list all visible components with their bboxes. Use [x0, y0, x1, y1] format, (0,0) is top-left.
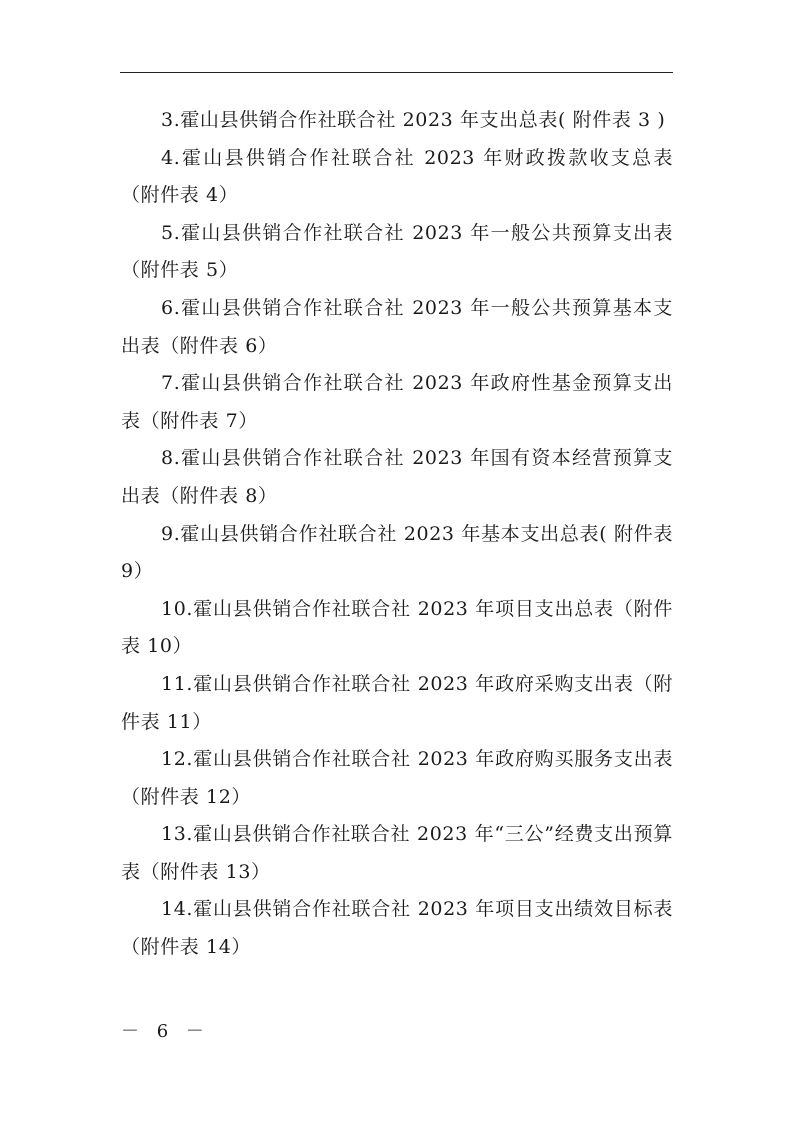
list-item: 9.霍山县供销合作社联合社 2023 年基本支出总表( 附件表 9）: [121, 522, 673, 583]
list-item: 14.霍山县供销合作社联合社 2023 年项目支出绩效目标表（附件表 14）: [121, 898, 673, 959]
list-item: 12.霍山县供销合作社联合社 2023 年政府购买服务支出表（附件表 12）: [121, 748, 673, 808]
attachment-list: [121, 102, 673, 967]
list-item: 13.霍山县供销合作社联合社 2023 年“三公”经费支出预算表（附件表 13）: [121, 823, 673, 883]
page-number: － 6 －: [121, 1021, 210, 1042]
list-item: 8.霍山县供销合作社联合社 2023 年国有资本经营预算支出表（附件表 8）: [121, 447, 673, 507]
list-item: 10.霍山县供销合作社联合社 2023 年项目支出总表（附件表 10）: [121, 597, 673, 658]
list-item: 11.霍山县供销合作社联合社 2023 年政府采购支出表（附件表 11）: [121, 672, 673, 733]
list-item: 6.霍山县供销合作社联合社 2023 年一般公共预算基本支出表（附件表 6）: [121, 296, 673, 357]
list-item: 3.霍山县供销合作社联合社 2023 年支出总表( 附件表 3 ): [161, 109, 666, 131]
list-item: 4.霍山县供销合作社联合社 2023 年财政拨款收支总表（附件表 4）: [121, 146, 673, 207]
list-item: 7.霍山县供销合作社联合社 2023 年政府性基金预算支出表（附件表 7）: [121, 372, 673, 432]
header-rule: [120, 72, 673, 73]
list-item: 5.霍山县供销合作社联合社 2023 年一般公共预算支出表（附件表 5）: [121, 221, 673, 282]
